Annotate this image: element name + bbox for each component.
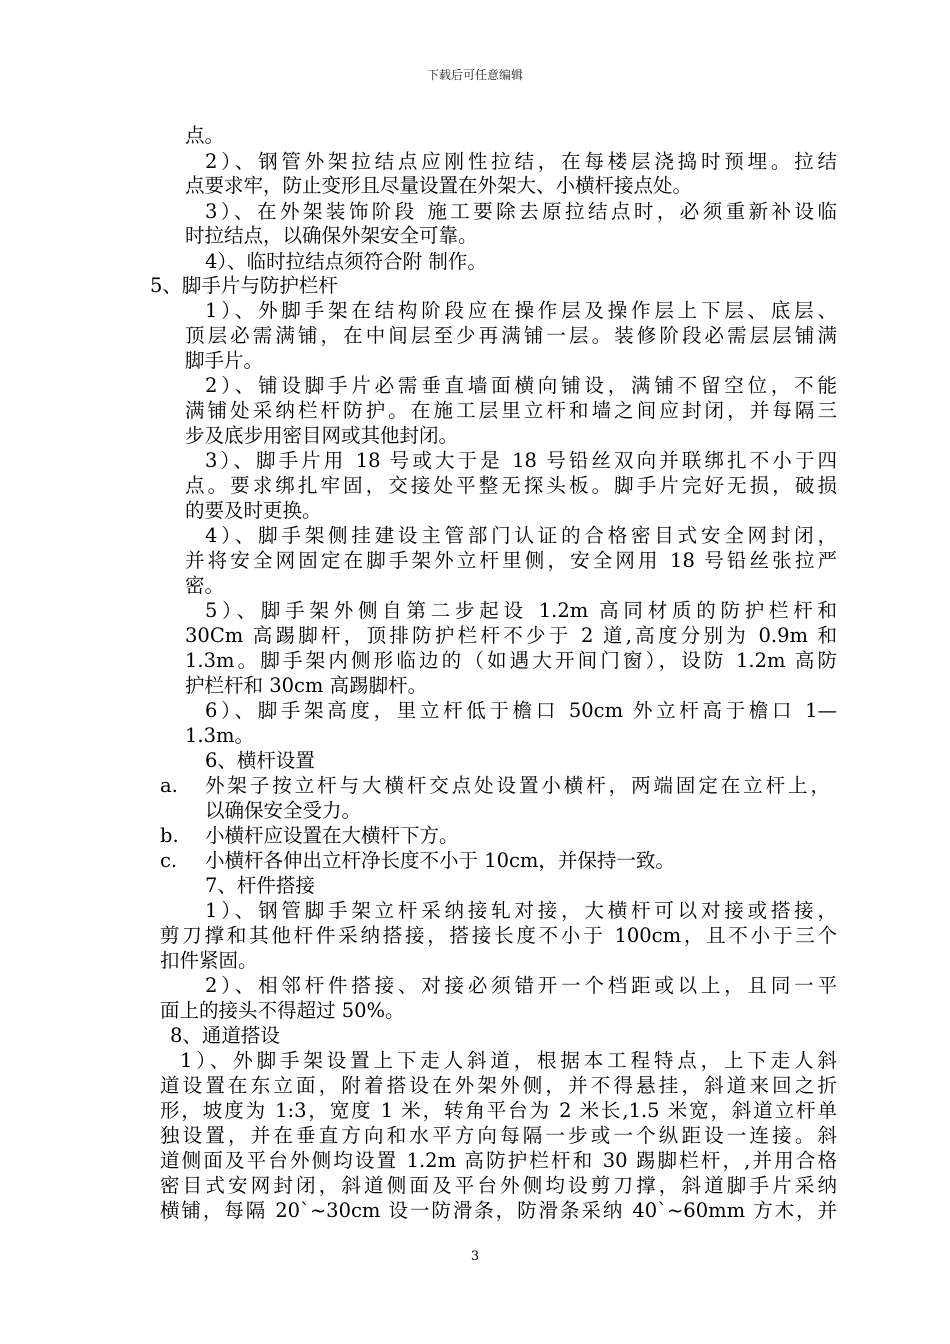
list-marker: c. [160, 849, 178, 872]
section-heading: 8、通道搭设 [170, 1024, 280, 1047]
text-line: 1.3m。脚手架内侧形临边的（如遇大开间门窗），设防 1.2m 高防 [185, 649, 837, 672]
text-line: 30Cm 高踢脚杆，顶排防护栏杆不少于 2 道,高度分别为 0.9m 和 [185, 624, 837, 647]
text-line: 密。 [185, 574, 225, 597]
list-item: 外架子按立杆与大横杆交点处设置小横杆，两端固定在立杆上， [205, 774, 830, 797]
text-line: 独设置，并在垂直方向和水平方向每隔一步或一个纵距设一连接。斜 [160, 1124, 837, 1147]
text-line: 点要求牢，防止变形且尽量设置在外架大、小横杆接点处。 [185, 174, 693, 197]
text-line: 4）、脚手架侧挂建设主管部门认证的合格密目式安全网封闭， [205, 524, 837, 547]
text-line: 点。要求绑扎牢固，交接处平整无探头板。脚手片完好无损，破损 [185, 474, 837, 497]
text-line: 步及底步用密目网或其他封闭。 [185, 424, 459, 447]
text-line: 2）、钢管外架拉结点应刚性拉结，在每楼层浇捣时预埋。拉结 [205, 150, 837, 173]
text-line: 脚手片。 [185, 349, 264, 372]
text-line: 剪刀撑和其他杆件采纳搭接，搭接长度不小于 100cm，且不小于三个 [160, 924, 837, 947]
page-header: 下载后可任意编辑 [426, 68, 523, 82]
text-line: 道侧面及平台外侧均设置 1.2m 高防护栏杆和 30 踢脚栏杆，,并用合格 [160, 1149, 837, 1172]
text-line: 密目式安网封闭，斜道侧面及平台外侧均设剪刀撑，斜道脚手片采纳 [160, 1174, 837, 1197]
text-line: 5）、脚手架外侧自第二步起设 1.2m 高同材质的防护栏杆和 [205, 599, 837, 622]
list-item: 小横杆各伸出立杆净长度不小于 10cm，并保持一致。 [205, 849, 675, 872]
text-line: 4）、临时拉结点须符合附 制作。 [205, 250, 487, 273]
text-line: 时拉结点，以确保外架安全可靠。 [185, 224, 478, 247]
text-line: 的要及时更换。 [185, 499, 322, 522]
text-line: 1）、外脚手架在结构阶段应在操作层及操作层上下层、底层、 [205, 299, 837, 322]
text-line: 横铺，每隔 20`~30cm 设一防滑条，防滑条采纳 40`~60mm 方木，并 [160, 1199, 837, 1222]
text-line: 1）、外脚手架设置上下走人斜道，根据本工程特点，上下走人斜 [180, 1049, 837, 1072]
text-line: 顶层必需满铺，在中间层至少再满铺一层。装修阶段必需层层铺满 [185, 324, 837, 347]
page-number: 3 [470, 1249, 480, 1264]
text-line: 扣件紧固。 [160, 949, 258, 972]
text-line: 2）、相邻杆件搭接、对接必须错开一个档距或以上，且同一平 [205, 974, 837, 997]
section-heading: 7、杆件搭接 [205, 874, 315, 897]
text-line: 1.3m。 [185, 724, 255, 747]
text-line: 面上的接头不得超过 50%。 [160, 999, 405, 1022]
text-line: 1）、钢管脚手架立杆采纳接轧对接，大横杆可以对接或搭接， [205, 899, 837, 922]
text-line: 道设置在东立面，附着搭设在外架外侧，并不得悬挂，斜道来回之折 [160, 1074, 837, 1097]
text-line: 3）、在外架装饰阶段 施工要除去原拉结点时，必须重新补设临 [205, 200, 837, 223]
text-line: 护栏杆和 30cm 高踢脚杆。 [185, 674, 428, 697]
list-marker: b. [160, 824, 179, 847]
list-marker: a. [160, 774, 178, 797]
text-line: 点。 [185, 124, 225, 147]
section-heading: 6、横杆设置 [205, 749, 315, 772]
list-item: 以确保安全受力。 [205, 799, 362, 822]
text-line: 形，坡度为 1:3，宽度 1 米，转角平台为 2 米长,1.5 米宽，斜道立杆单 [160, 1099, 837, 1122]
text-line: 6）、脚手架高度，里立杆低于檐口 50cm 外立杆高于檐口 1— [205, 699, 837, 722]
section-heading: 5、脚手片与防护栏杆 [150, 274, 338, 297]
text-line: 3）、脚手片用 18 号或大于是 18 号铅丝双向并联绑扎不小于四 [205, 449, 837, 472]
text-line: 2）、铺设脚手片必需垂直墙面横向铺设，满铺不留空位，不能 [205, 374, 837, 397]
text-line: 并将安全网固定在脚手架外立杆里侧，安全网用 18 号铅丝张拉严 [185, 549, 837, 572]
text-line: 满铺处采纳栏杆防护。在施工层里立杆和墙之间应封闭，并每隔三 [185, 399, 837, 422]
list-item: 小横杆应设置在大横杆下方。 [205, 824, 459, 847]
